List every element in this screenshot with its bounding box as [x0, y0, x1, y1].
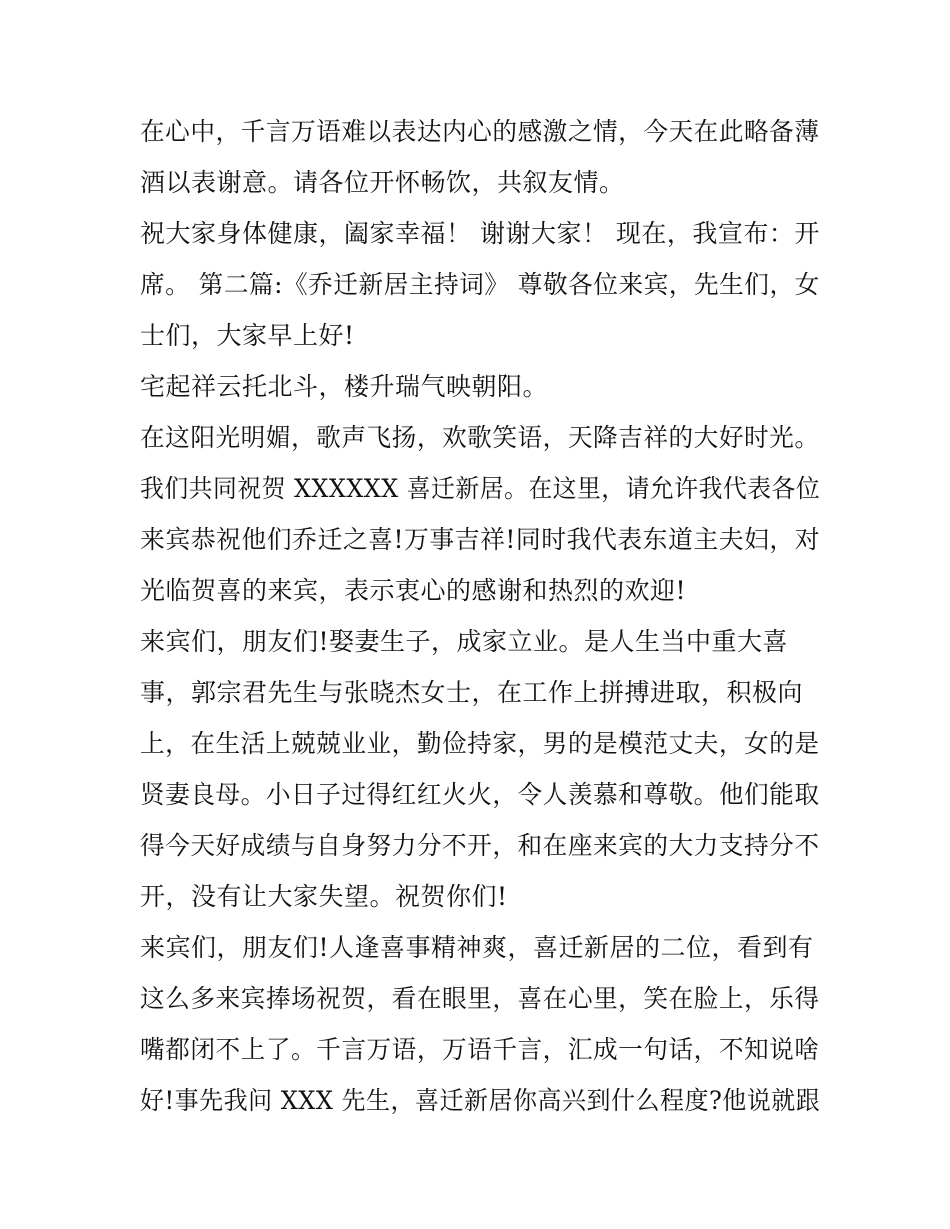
text-line: 这么多来宾捧场祝贺，看在眼里，喜在心里，笑在脸上，乐得 — [140, 984, 820, 1013]
text-line: 来宾恭祝他们乔迁之喜!万事吉祥!同时我代表东道主夫妇，对 — [140, 525, 821, 554]
text-line: 宅起祥云托北斗，楼升瑞气映朝阳。 — [140, 372, 549, 401]
text-line: 席。 第二篇:《乔迁新居主持词》 尊敬各位来宾，先生们，女 — [140, 270, 820, 299]
text-line: 上，在生活上兢兢业业，勤俭持家，男的是模范丈夫，女的是 — [140, 729, 820, 758]
text-line: 嘴都闭不上了。千言万语，万语千言，汇成一句话，不知说啥 — [140, 1035, 820, 1064]
text-line: 好!事先我问 XXX 先生，喜迁新居你高兴到什么程度?他说就跟 — [140, 1086, 821, 1115]
text-line: 光临贺喜的来宾，表示衷心的感谢和热烈的欢迎! — [140, 576, 687, 605]
text-line: 来宾们，朋友们!人逢喜事精神爽，喜迁新居的二位，看到有 — [140, 933, 814, 962]
text-line: 来宾们，朋友们!娶妻生子，成家立业。是人生当中重大喜 — [140, 627, 789, 656]
text-line: 事，郭宗君先生与张晓杰女士，在工作上拼搏进取，积极向 — [140, 678, 804, 707]
text-line: 我们共同祝贺 XXXXXX 喜迁新居。在这里，请允许我代表各位 — [140, 474, 821, 503]
text-line: 祝大家身体健康，阖家幸福！ 谢谢大家！ 现在，我宣布：开 — [140, 219, 820, 248]
text-line: 士们，大家早上好! — [140, 321, 355, 350]
text-line: 得今天好成绩与自身努力分不开，和在座来宾的大力支持分不 — [140, 831, 820, 860]
text-line: 酒以表谢意。请各位开怀畅饮，共叙友情。 — [140, 168, 625, 197]
document-body — [140, 106, 820, 1126]
text-line: 在这阳光明媚，歌声飞扬，欢歌笑语，天降吉祥的大好时光。 — [140, 423, 820, 452]
text-line: 开，没有让大家失望。祝贺你们! — [140, 882, 508, 911]
text-line: 贤妻良母。小日子过得红红火火，令人羡慕和尊敬。他们能取 — [140, 780, 820, 809]
text-line: 在心中，千言万语难以表达内心的感激之情，今天在此略备薄 — [140, 117, 820, 146]
